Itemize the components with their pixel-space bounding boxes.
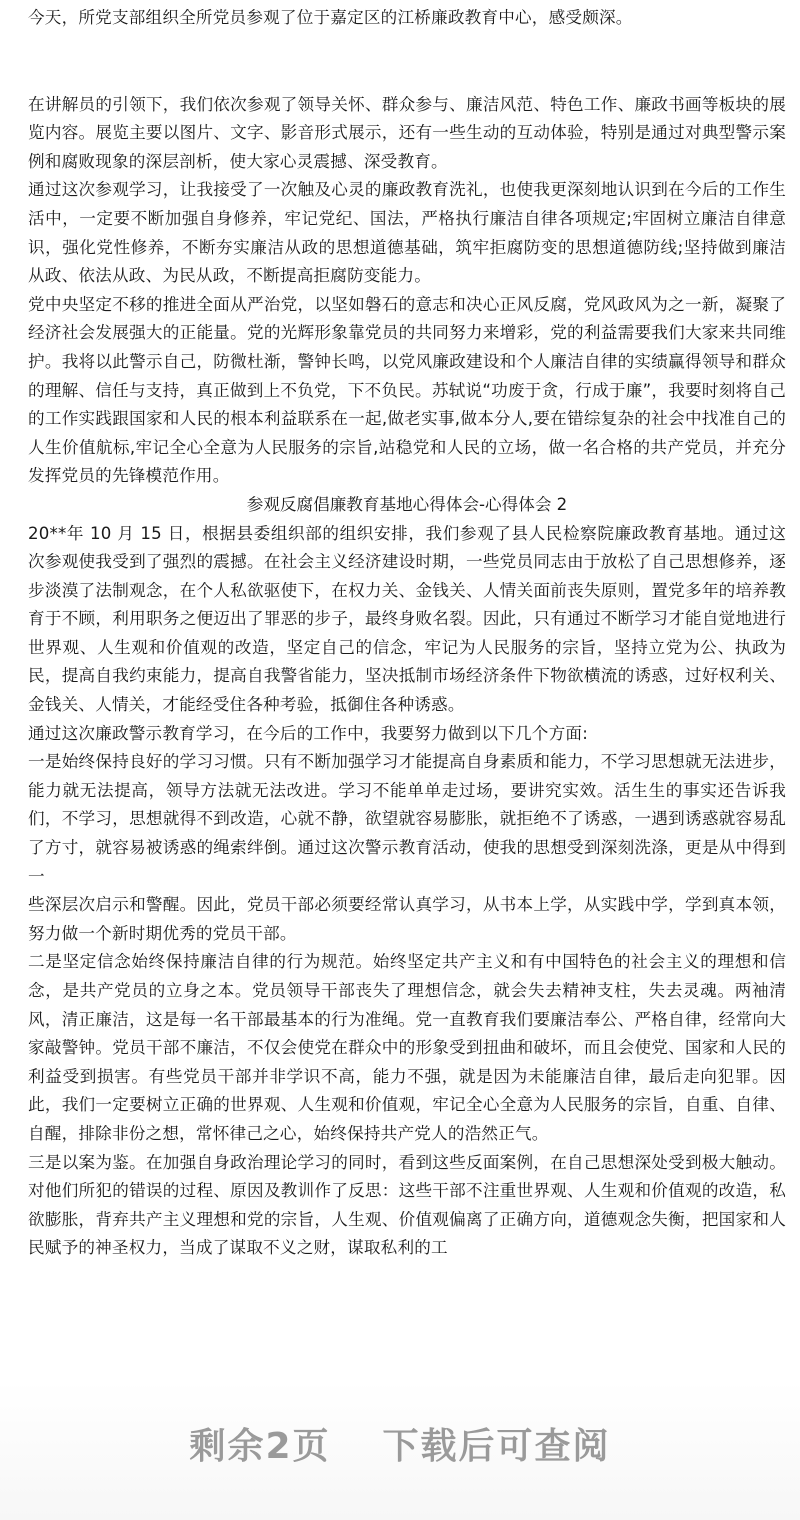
download-to-view-label[interactable]: 下载后可查阅	[382, 1426, 611, 1467]
paragraph: 通过这次廉政警示教育学习，在今后的工作中，我要努力做到以下几个方面:	[28, 723, 588, 743]
paragraph: 20**年 10 月 15 日，根据县委组织部的组织安排，我们参观了县人民检察院廉政教育基地。通过这次参观使我受到了强烈的震撼。在社会主义经济建设时期，一些党员同志由于放松了自己思想修养，逐步淡漠了法制观念，在个人私欲驱使下，在权力关、金钱关、人情关面前丧失原则，置党多年的培养教育于不顾，利用职务之便迈出了罪恶的步子，最终身败名裂。因此，只有通过不断学习才能自觉地进行世界观、人生观和价值观的改造，坚定自己的信念，牢记为人民服务的宗旨，坚持立党为公、执政为民，提高自我约束能力，提高自我警省能力，坚决抵制市场经济条件下物欲横流的诱惑，过好权利关、金钱关、人情关，才能经受住各种考验，抵御住各种诱惑。	[28, 523, 786, 715]
remaining-pages-label: 剩余2页	[189, 1426, 331, 1467]
paragraph: 通过这次参观学习，让我接受了一次触及心灵的廉政教育洗礼，也使我更深刻地认识到在今后的工作生活中，一定要不断加强自身修养，牢记党纪、国法，严格执行廉洁自律各项规定;牢固树立廉洁自律意识，强化党性修养，不断夯实廉洁从政的思想道德基础，筑牢拒腐防变的思想道德防线;坚持做到廉洁从政、依法从政、为民从政，不断提高拒腐防变能力。	[28, 180, 786, 286]
download-prompt[interactable]	[0, 1418, 800, 1469]
paragraph: 三是以案为鉴。在加强自身政治理论学习的同时，看到这些反面案例，在自己思想深处受到极大触动。对他们所犯的错误的过程、原因及教训作了反思：这些干部不注重世界观、人生观和价值观的改造，私欲膨胀，背弃共产主义理想和党的宗旨，人生观、价值观偏离了正确方向，道德观念失衡，把国家和人民赋予的神圣权力，当成了谋取不义之财，谋取私利的工	[28, 1152, 786, 1258]
paragraph: 党中央坚定不移的推进全面从严治党，以坚如磐石的意志和决心正风反腐，党风政风为之一新，凝聚了经济社会发展强大的正能量。党的光辉形象靠党员的共同努力来增彩，党的利益需要我们大家来共同维护。我将以此警示自己，防微杜渐，警钟长鸣，以党风廉政建设和个人廉洁自律的实绩赢得领导和群众的理解、信任与支持，真正做到上不负党，下不负民。苏轼说“功废于贪，行成于廉”，我要时刻将自己的工作实践跟国家和人民的根本利益联系在一起,做老实事,做本分人,要在错综复杂的社会中找准自己的人生价值航标,牢记全心全意为人民服务的宗旨,站稳党和人民的立场，做一名合格的共产党员，并充分发挥党员的先锋模范作用。	[28, 294, 786, 486]
paragraph: 二是坚定信念始终保持廉洁自律的行为规范。始终坚定共产主义和有中国特色的社会主义的理想和信念，是共产党员的立身之本。党员领导干部丧失了理想信念，就会失去精神支柱，失去灵魂。两袖清风，清正廉洁，这是每一名干部最基本的行为准绳。党一直教育我们要廉洁奉公、严格自律，经常向大家敲警钟。党员干部不廉洁，不仅会使党在群众中的形象受到扭曲和破坏，而且会使党、国家和人民的利益受到损害。有些党员干部并非学识不高，能力不强，就是因为未能廉洁自律，最后走向犯罪。因此，我们一定要树立正确的世界观、人生观和价值观，牢记全心全意为人民服务的宗旨，自重、自律、自醒，排除非份之想，常怀律己之心，始终保持共产党人的浩然正气。	[28, 952, 786, 1143]
paragraph: 在讲解员的引领下，我们依次参观了领导关怀、群众参与、廉洁风范、特色工作、廉政书画等板块的展览内容。展览主要以图片、文字、影音形式展示，还有一些生动的互动体验，特别是通过对典型警示案例和腐败现象的深层剖析，使大家心灵震撼、深受教育。	[28, 94, 786, 171]
paragraph: 些深层次启示和警醒。因此，党员干部必须要经常认真学习，从书本上学，从实践中学，学到真本领，努力做一个新时期优秀的党员干部。	[28, 895, 786, 943]
paragraph-gap	[28, 33, 786, 91]
paragraph: 一是始终保持良好的学习习惯。只有不断加强学习才能提高自身素质和能力，不学习思想就无法进步，能力就无法提高，领导方法就无法改进。学习不能单单走过场，要讲究实效。活生生的事实还告诉我们，不学习，思想就得不到改造，心就不静，欲望就容易膨胀，就拒绝不了诱惑，一遇到诱惑就容易乱了方寸，就容易被诱惑的绳索绊倒。通过这次警示教育活动，使我的思想受到深刻洗涤，更是从中得到一	[28, 752, 786, 886]
paragraph: 今天，所党支部组织全所党员参观了位于嘉定区的江桥廉政教育中心，感受颇深。	[28, 8, 633, 27]
section-subtitle: 参观反腐倡廉教育基地心得体会-心得体会 2	[246, 494, 568, 514]
